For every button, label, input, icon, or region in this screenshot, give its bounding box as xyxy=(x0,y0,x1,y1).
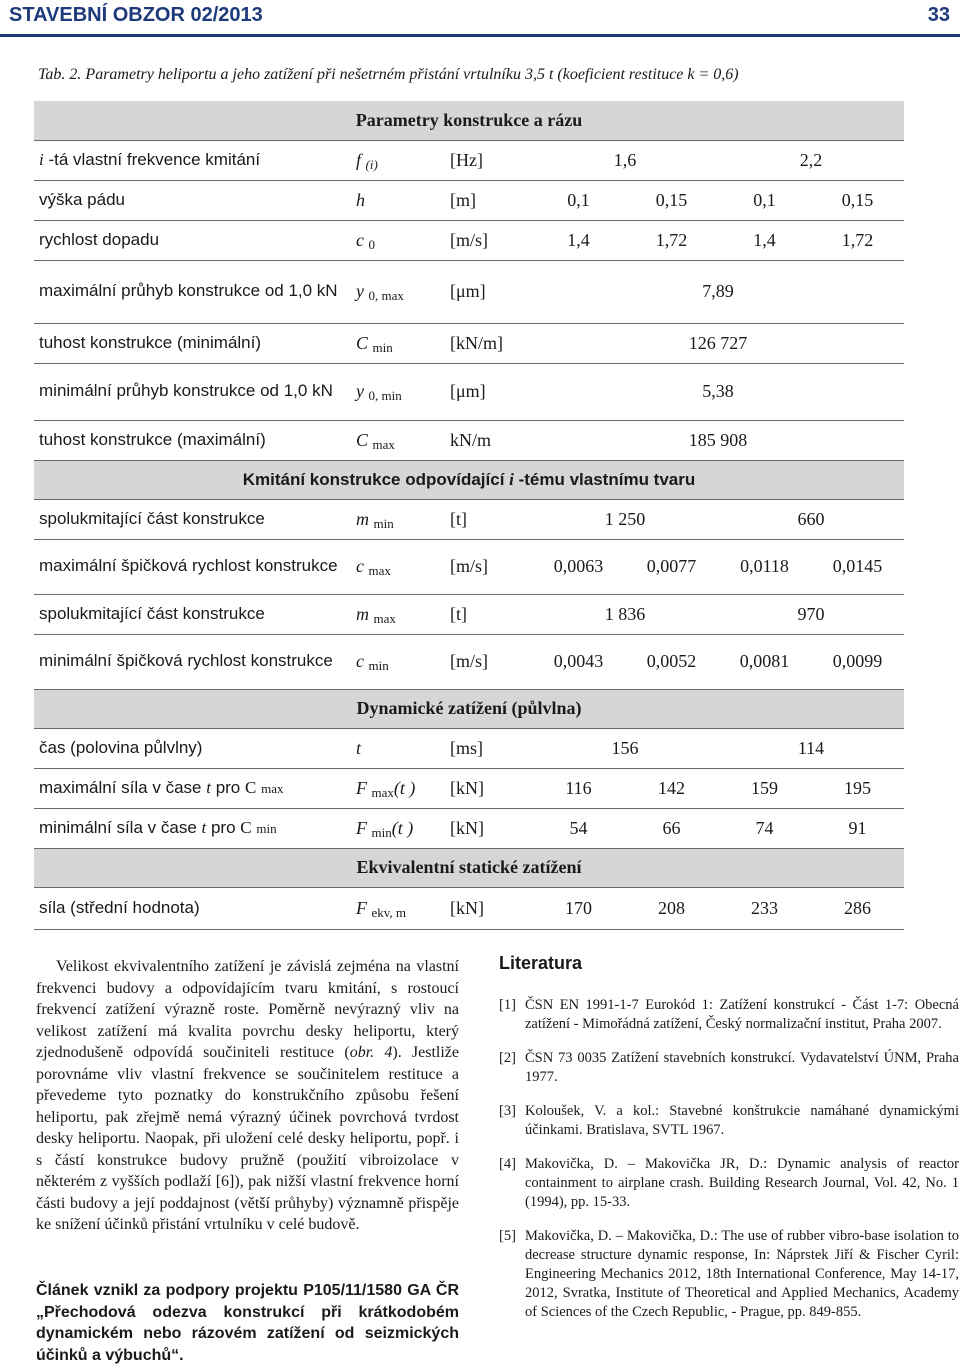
row-value: 54 xyxy=(532,808,625,848)
row-unit: [t] xyxy=(444,499,532,539)
reference-item: [5] Makovička, D. – Makovička, D.: The use of rubber vibro-base isolation to decrease structure dynamic response, In: Náprstek Jiří & Fischer Cyril: Engineering Mechanics 2012, 18th International Conference, May 14-17, 2012, Svratka, Institute of Theoretical and Applied Mechanics, Academy of Sciences of the Czech Republic, - Prague, pp. 849-855. xyxy=(499,1228,959,1320)
row-unit: [m] xyxy=(444,180,532,220)
row-value: 0,0077 xyxy=(625,539,718,594)
page-number: 33 xyxy=(927,4,950,26)
table-row xyxy=(34,594,904,634)
parameters-table xyxy=(34,101,904,930)
row-value: 1,4 xyxy=(532,220,625,260)
row-value: 2,2 xyxy=(718,140,904,180)
section-row xyxy=(34,101,904,140)
table-row xyxy=(34,180,904,220)
row-label: i -tá vlastní frekvence kmitání xyxy=(34,140,352,180)
row-label: spolukmitající část konstrukce xyxy=(34,499,352,539)
row-value: 114 xyxy=(718,728,904,768)
row-value: 0,15 xyxy=(811,180,904,220)
row-value: 1,4 xyxy=(718,220,811,260)
row-unit: [μm] xyxy=(444,363,532,420)
row-symbol: F min(t ) xyxy=(352,808,444,848)
figure-reference: obr. 4 xyxy=(349,1044,393,1061)
row-value: 0,0099 xyxy=(811,634,904,689)
row-symbol: y 0, max xyxy=(352,260,444,323)
row-value: 1,72 xyxy=(625,220,718,260)
row-value: 142 xyxy=(625,768,718,808)
reference-item: [1] ČSN EN 1991-1-7 Eurokód 1: Zatížení konstrukcí - Část 1-7: Obecná zatížení - Mimořádná zatížení, Český normalizační institut, Praha 2007. xyxy=(499,997,959,1032)
row-value: 5,38 xyxy=(532,363,904,420)
row-label: spolukmitající část konstrukce xyxy=(34,594,352,634)
row-value: 170 xyxy=(532,887,625,929)
row-value: 1 836 xyxy=(532,594,718,634)
row-value: 0,15 xyxy=(625,180,718,220)
row-value: 116 xyxy=(532,768,625,808)
section-row xyxy=(34,689,904,728)
row-symbol: m min xyxy=(352,499,444,539)
table-row xyxy=(34,140,904,180)
page-header xyxy=(0,0,960,34)
section-row xyxy=(34,460,904,499)
row-value: 74 xyxy=(718,808,811,848)
funding-acknowledgement: Článek vznikl za podpory projektu P105/11/1580 GA ČR „Přechodová odezva konstrukcí při krátkodobém dynamickém nebo rázovém zatížení od seizmických účinků a výbuchů“. xyxy=(36,1282,459,1364)
section-heading: Dynamické zatížení (půlvlna) xyxy=(34,689,904,728)
row-unit: [ms] xyxy=(444,728,532,768)
row-unit: [kN] xyxy=(444,887,532,929)
row-symbol: h xyxy=(352,180,444,220)
section-row xyxy=(34,848,904,887)
row-value: 195 xyxy=(811,768,904,808)
row-value: 0,1 xyxy=(718,180,811,220)
row-unit: [m/s] xyxy=(444,220,532,260)
row-label: minimální síla v čase t pro C min xyxy=(34,808,352,848)
row-symbol: c min xyxy=(352,634,444,689)
row-unit: [kN] xyxy=(444,808,532,848)
row-label: maximální síla v čase t pro C max xyxy=(34,768,352,808)
journal-title: STAVEBNÍ OBZOR 02/2013 xyxy=(9,4,263,26)
row-value: 233 xyxy=(718,887,811,929)
row-symbol: y 0, min xyxy=(352,363,444,420)
row-value: 0,1 xyxy=(532,180,625,220)
section-heading: Kmitání konstrukce odpovídající i -tému vlastnímu tvaru xyxy=(34,460,904,499)
row-value: 0,0043 xyxy=(532,634,625,689)
row-label: minimální špičková rychlost konstrukce xyxy=(34,634,352,689)
row-value: 0,0145 xyxy=(811,539,904,594)
row-value: 7,89 xyxy=(532,260,904,323)
row-symbol: m max xyxy=(352,594,444,634)
row-unit: kN/m xyxy=(444,420,532,460)
row-label: výška pádu xyxy=(34,180,352,220)
row-value: 0,0118 xyxy=(718,539,811,594)
row-unit: [kN] xyxy=(444,768,532,808)
table-caption: Tab. 2. Parametry heliportu a jeho zatížení při nešetrném přistání vrtulníku 3,5 t (koeficient restituce k = 0,6) xyxy=(38,66,739,83)
row-symbol: F max(t ) xyxy=(352,768,444,808)
table-row xyxy=(34,499,904,539)
table-row xyxy=(34,768,904,808)
reference-list xyxy=(499,996,959,1337)
row-unit: [t] xyxy=(444,594,532,634)
table-row xyxy=(34,634,904,689)
row-symbol: c 0 xyxy=(352,220,444,260)
table-row xyxy=(34,260,904,323)
table-row xyxy=(34,363,904,420)
row-symbol: c max xyxy=(352,539,444,594)
row-value: 66 xyxy=(625,808,718,848)
table-row xyxy=(34,539,904,594)
row-value: 159 xyxy=(718,768,811,808)
row-label: tuhost konstrukce (maximální) xyxy=(34,420,352,460)
body-text xyxy=(36,956,459,1236)
row-value: 208 xyxy=(625,887,718,929)
row-value: 970 xyxy=(718,594,904,634)
row-value: 1 250 xyxy=(532,499,718,539)
row-symbol: f (i) xyxy=(352,140,444,180)
section-heading: Parametry konstrukce a rázu xyxy=(34,101,904,140)
table-row xyxy=(34,420,904,460)
table-row xyxy=(34,808,904,848)
row-value: 0,0063 xyxy=(532,539,625,594)
table-row xyxy=(34,323,904,363)
header-rule xyxy=(0,34,960,37)
row-label: síla (střední hodnota) xyxy=(34,887,352,929)
row-symbol: C min xyxy=(352,323,444,363)
reference-item: [4] Makovička, D. – Makovička JR, D.: Dynamic analysis of reactor containment to airplane crash. Building Research Journal, Vol. 42, No. 1 (1994), pp. 15-33. xyxy=(499,1156,959,1210)
table-row xyxy=(34,220,904,260)
reference-item: [3] Koloušek, V. a kol.: Stavebné konštrukcie namáhané dynamickými účinkami. Bratislava, SVTL 1967. xyxy=(499,1103,959,1138)
row-value: 0,0052 xyxy=(625,634,718,689)
table-row xyxy=(34,887,904,929)
row-value: 185 908 xyxy=(532,420,904,460)
table-row xyxy=(34,728,904,768)
row-unit: [Hz] xyxy=(444,140,532,180)
row-value: 156 xyxy=(532,728,718,768)
row-symbol: C max xyxy=(352,420,444,460)
row-label: tuhost konstrukce (minimální) xyxy=(34,323,352,363)
row-symbol: t xyxy=(352,728,444,768)
row-unit: [m/s] xyxy=(444,539,532,594)
row-label: maximální průhyb konstrukce od 1,0 kN xyxy=(34,260,352,323)
row-value: 91 xyxy=(811,808,904,848)
row-label: minimální průhyb konstrukce od 1,0 kN xyxy=(34,363,352,420)
row-value: 286 xyxy=(811,887,904,929)
row-symbol: F ekv, m xyxy=(352,887,444,929)
row-unit: [m/s] xyxy=(444,634,532,689)
row-value: 1,72 xyxy=(811,220,904,260)
row-label: maximální špičková rychlost konstrukce xyxy=(34,539,352,594)
row-value: 660 xyxy=(718,499,904,539)
body-paragraph: Velikost ekvivalentního zatížení je závislá zejména na vlastní frekvenci budovy a odpovídajícím tvaru kmitání, s rostoucí frekvencí zatížení výrazně roste. Poměrně nevýrazný vliv na velikost zatížení má kvalita povrchu desky heliportu, který zjednodušeně odpovídá součiniteli restituce (obr. 4). Jestliže porovnáme vliv vlastní frekvence se součinitelem restituce a převedeme tyto poznatky do konstrukčního způsobu řešení heliportu, pak zřejmě nemá výrazný účinek povrchová tvrdost desky heliportu. Naopak, při uložení celé desky heliportu, popř. i s částí konstrukce budovy pružně (použití vibroizolace v některém z vyšších podlaží [6]), pak nižší vlastní frekvence horní části budovy a její poddajnost (větší průhyby) významně přispěje ke snížení účinků přistání vrtulníku v celé budově. xyxy=(36,958,459,1233)
row-label: rychlost dopadu xyxy=(34,220,352,260)
row-value: 126 727 xyxy=(532,323,904,363)
literature-heading: Literatura xyxy=(499,953,583,973)
row-unit: [μm] xyxy=(444,260,532,323)
row-label: čas (polovina půlvlny) xyxy=(34,728,352,768)
row-value: 0,0081 xyxy=(718,634,811,689)
reference-item: [2] ČSN 73 0035 Zatížení stavebních konstrukcí. Vydavatelství ÚNM, Praha 1977. xyxy=(499,1050,959,1085)
row-unit: [kN/m] xyxy=(444,323,532,363)
row-value: 1,6 xyxy=(532,140,718,180)
section-heading: Ekvivalentní statické zatížení xyxy=(34,848,904,887)
